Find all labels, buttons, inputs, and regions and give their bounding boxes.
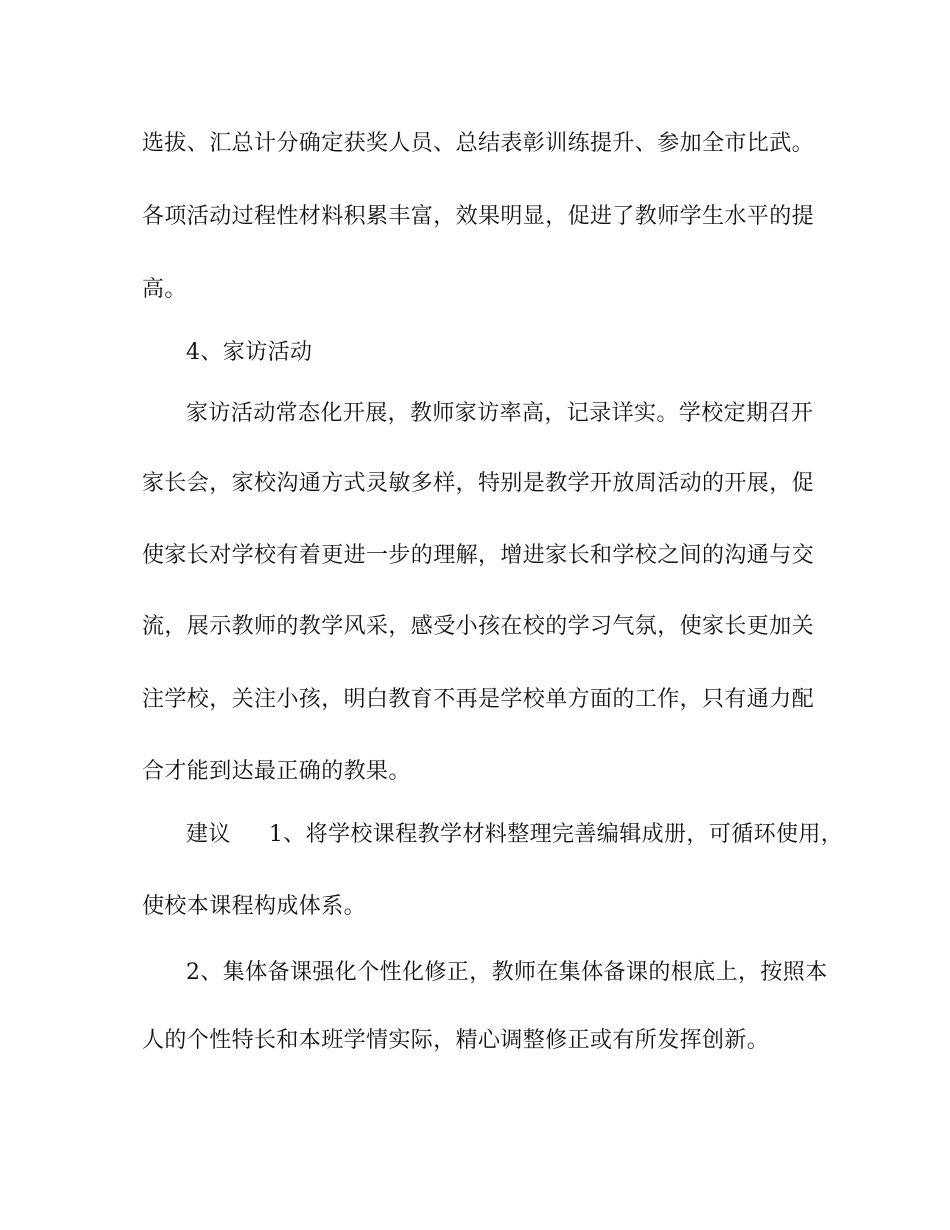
text-line: 使家长对学校有着更进一步的理解，增进家长和学校之间的沟通与交 [142,543,815,568]
text-line: 注学校，关注小孩，明白教育不再是学校单方面的工作，只有通力配 [142,687,815,712]
text-line: 家长会，家校沟通方式灵敏多样，特别是教学开放周活动的开展，促 [142,471,815,496]
section-heading: 4、家访活动 [186,340,313,365]
text-line: 选拔、汇总计分确定获奖人员、总结表彰训练提升、参加全市比武。 [142,131,815,156]
suggestion-line [186,819,843,851]
text-line: 使校本课程构成体系。 [142,894,367,919]
text-line: 2、集体备课强化个性化修正，教师在集体备课的根底上，按照本 [186,960,828,985]
text-line: 合才能到达最正确的教果。 [142,759,411,784]
suggestion-label: 建议 [186,822,231,847]
text-line: 人的个性特长和本班学情实际，精心调整修正或有所发挥创新。 [142,1028,770,1053]
suggestion-text: 1、将学校课程教学材料整理完善编辑成册，可循环使用， [268,822,844,847]
text-line: 高。 [142,277,187,302]
text-line: 各项活动过程性材料积累丰富，效果明显，促进了教师学生水平的提 [142,204,815,229]
text-line: 家访活动常态化开展，教师家访率高，记录详实。学校定期召开 [186,401,814,426]
text-line: 流，展示教师的教学风采，感受小孩在校的学习气氛，使家长更加关 [142,614,815,639]
